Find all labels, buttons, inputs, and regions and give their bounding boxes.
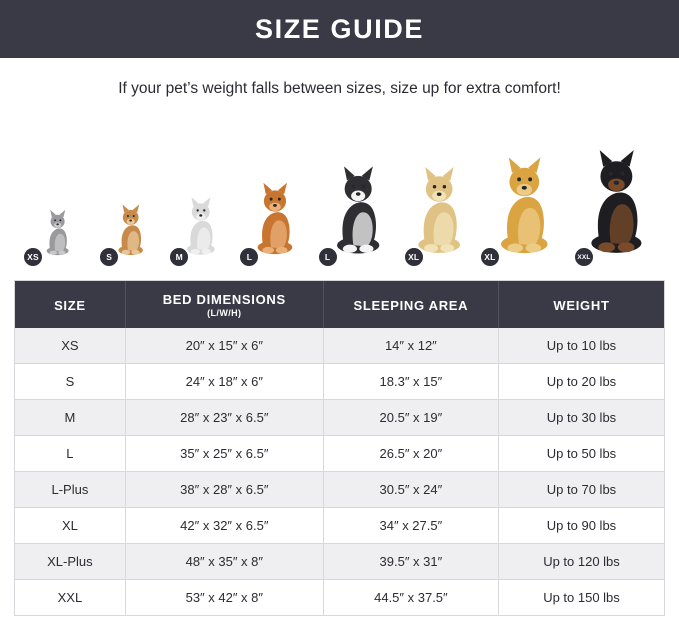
table-cell-size: XL (15, 508, 125, 544)
table-cell-sleeping: 26.5″ x 20″ (323, 436, 498, 472)
table-header-cell-2 (125, 281, 323, 328)
table-header-label: BED DIMENSIONS (162, 292, 286, 307)
doberman-illustration (579, 139, 651, 262)
pet-size-badge: XL (479, 246, 501, 268)
labrador-illustration (409, 157, 467, 262)
table-header-label: SLEEPING AREA (353, 297, 469, 313)
table-cell-sleeping: 30.5″ x 24″ (323, 472, 498, 508)
size-table-body (15, 328, 664, 616)
french-bulldog-illustration (174, 191, 226, 262)
pet-size-badge: S (98, 246, 120, 268)
table-cell-size: S (15, 364, 125, 400)
table-cell-size: XL-Plus (15, 544, 125, 580)
table-cell-size: XS (15, 328, 125, 364)
doberman-illustration-art (579, 139, 651, 262)
table-cell-size: L (15, 436, 125, 472)
labrador-illustration-art (409, 157, 467, 262)
table-cell-weight: Up to 10 lbs (498, 328, 664, 364)
pet-size-badge: M (168, 246, 190, 268)
table-cell-sleeping: 44.5″ x 37.5″ (323, 580, 498, 616)
page-title: SIZE GUIDE (254, 13, 425, 44)
table-row (15, 472, 664, 508)
table-cell-dimensions: 53″ x 42″ x 8″ (125, 580, 323, 616)
table-header-cell-3 (323, 281, 498, 328)
table-cell-sleeping: 39.5″ x 31″ (323, 544, 498, 580)
table-cell-sleeping: 34″ x 27.5″ (323, 508, 498, 544)
table-header-label: WEIGHT (553, 297, 610, 313)
golden-retriever-illustration-art (485, 147, 561, 262)
page-header (0, 0, 679, 58)
table-cell-sleeping: 14″ x 12″ (323, 328, 498, 364)
table-cell-dimensions: 28″ x 23″ x 6.5″ (125, 400, 323, 436)
shiba-inu-illustration (244, 175, 304, 262)
table-cell-dimensions: 42″ x 32″ x 6.5″ (125, 508, 323, 544)
table-cell-sleeping: 18.3″ x 15″ (323, 364, 498, 400)
table-row (15, 580, 664, 616)
table-cell-weight: Up to 90 lbs (498, 508, 664, 544)
table-cell-weight: Up to 20 lbs (498, 364, 664, 400)
cat-illustration-art (28, 205, 86, 262)
table-cell-dimensions: 35″ x 25″ x 6.5″ (125, 436, 323, 472)
golden-retriever-illustration (485, 147, 561, 262)
table-row (15, 508, 664, 544)
table-cell-dimensions: 48″ x 35″ x 8″ (125, 544, 323, 580)
pet-size-badge: XXL (573, 246, 595, 268)
border-collie-illustration-art (323, 157, 391, 262)
table-row (15, 436, 664, 472)
table-row (15, 400, 664, 436)
table-row (15, 364, 664, 400)
shiba-inu-illustration-art (244, 175, 304, 262)
pomeranian-illustration (104, 199, 156, 262)
border-collie-illustration (323, 157, 391, 262)
table-cell-sleeping: 20.5″ x 19″ (323, 400, 498, 436)
table-header-sublabel: (L/W/H) (207, 308, 242, 318)
table-header-cell-1 (15, 281, 125, 328)
table-header-row (15, 281, 664, 328)
size-table (15, 281, 664, 616)
table-row (15, 544, 664, 580)
table-cell-dimensions: 38″ x 28″ x 6.5″ (125, 472, 323, 508)
table-cell-weight: Up to 150 lbs (498, 580, 664, 616)
table-cell-weight: Up to 70 lbs (498, 472, 664, 508)
subtitle-text: If your pet’s weight falls between sizes, size up for extra comfort! (118, 80, 561, 97)
table-cell-weight: Up to 50 lbs (498, 436, 664, 472)
table-cell-dimensions: 24″ x 18″ x 6″ (125, 364, 323, 400)
table-cell-dimensions: 20″ x 15″ x 6″ (125, 328, 323, 364)
table-cell-size: XXL (15, 580, 125, 616)
pet-illustration-row (14, 112, 665, 262)
table-row (15, 328, 664, 364)
table-cell-weight: Up to 30 lbs (498, 400, 664, 436)
size-table-head (15, 281, 664, 328)
french-bulldog-illustration-art (174, 191, 226, 262)
table-header-cell-4 (498, 281, 664, 328)
pomeranian-illustration-art (104, 199, 156, 262)
table-cell-weight: Up to 120 lbs (498, 544, 664, 580)
size-table-wrapper (14, 280, 665, 616)
cat-illustration (28, 205, 86, 262)
pet-size-badge: XS (22, 246, 44, 268)
table-cell-size: L-Plus (15, 472, 125, 508)
pet-size-badge: XL (403, 246, 425, 268)
table-cell-size: M (15, 400, 125, 436)
table-header-label: SIZE (54, 297, 86, 313)
pet-size-badge: L (317, 246, 339, 268)
pet-size-badge: L (238, 246, 260, 268)
